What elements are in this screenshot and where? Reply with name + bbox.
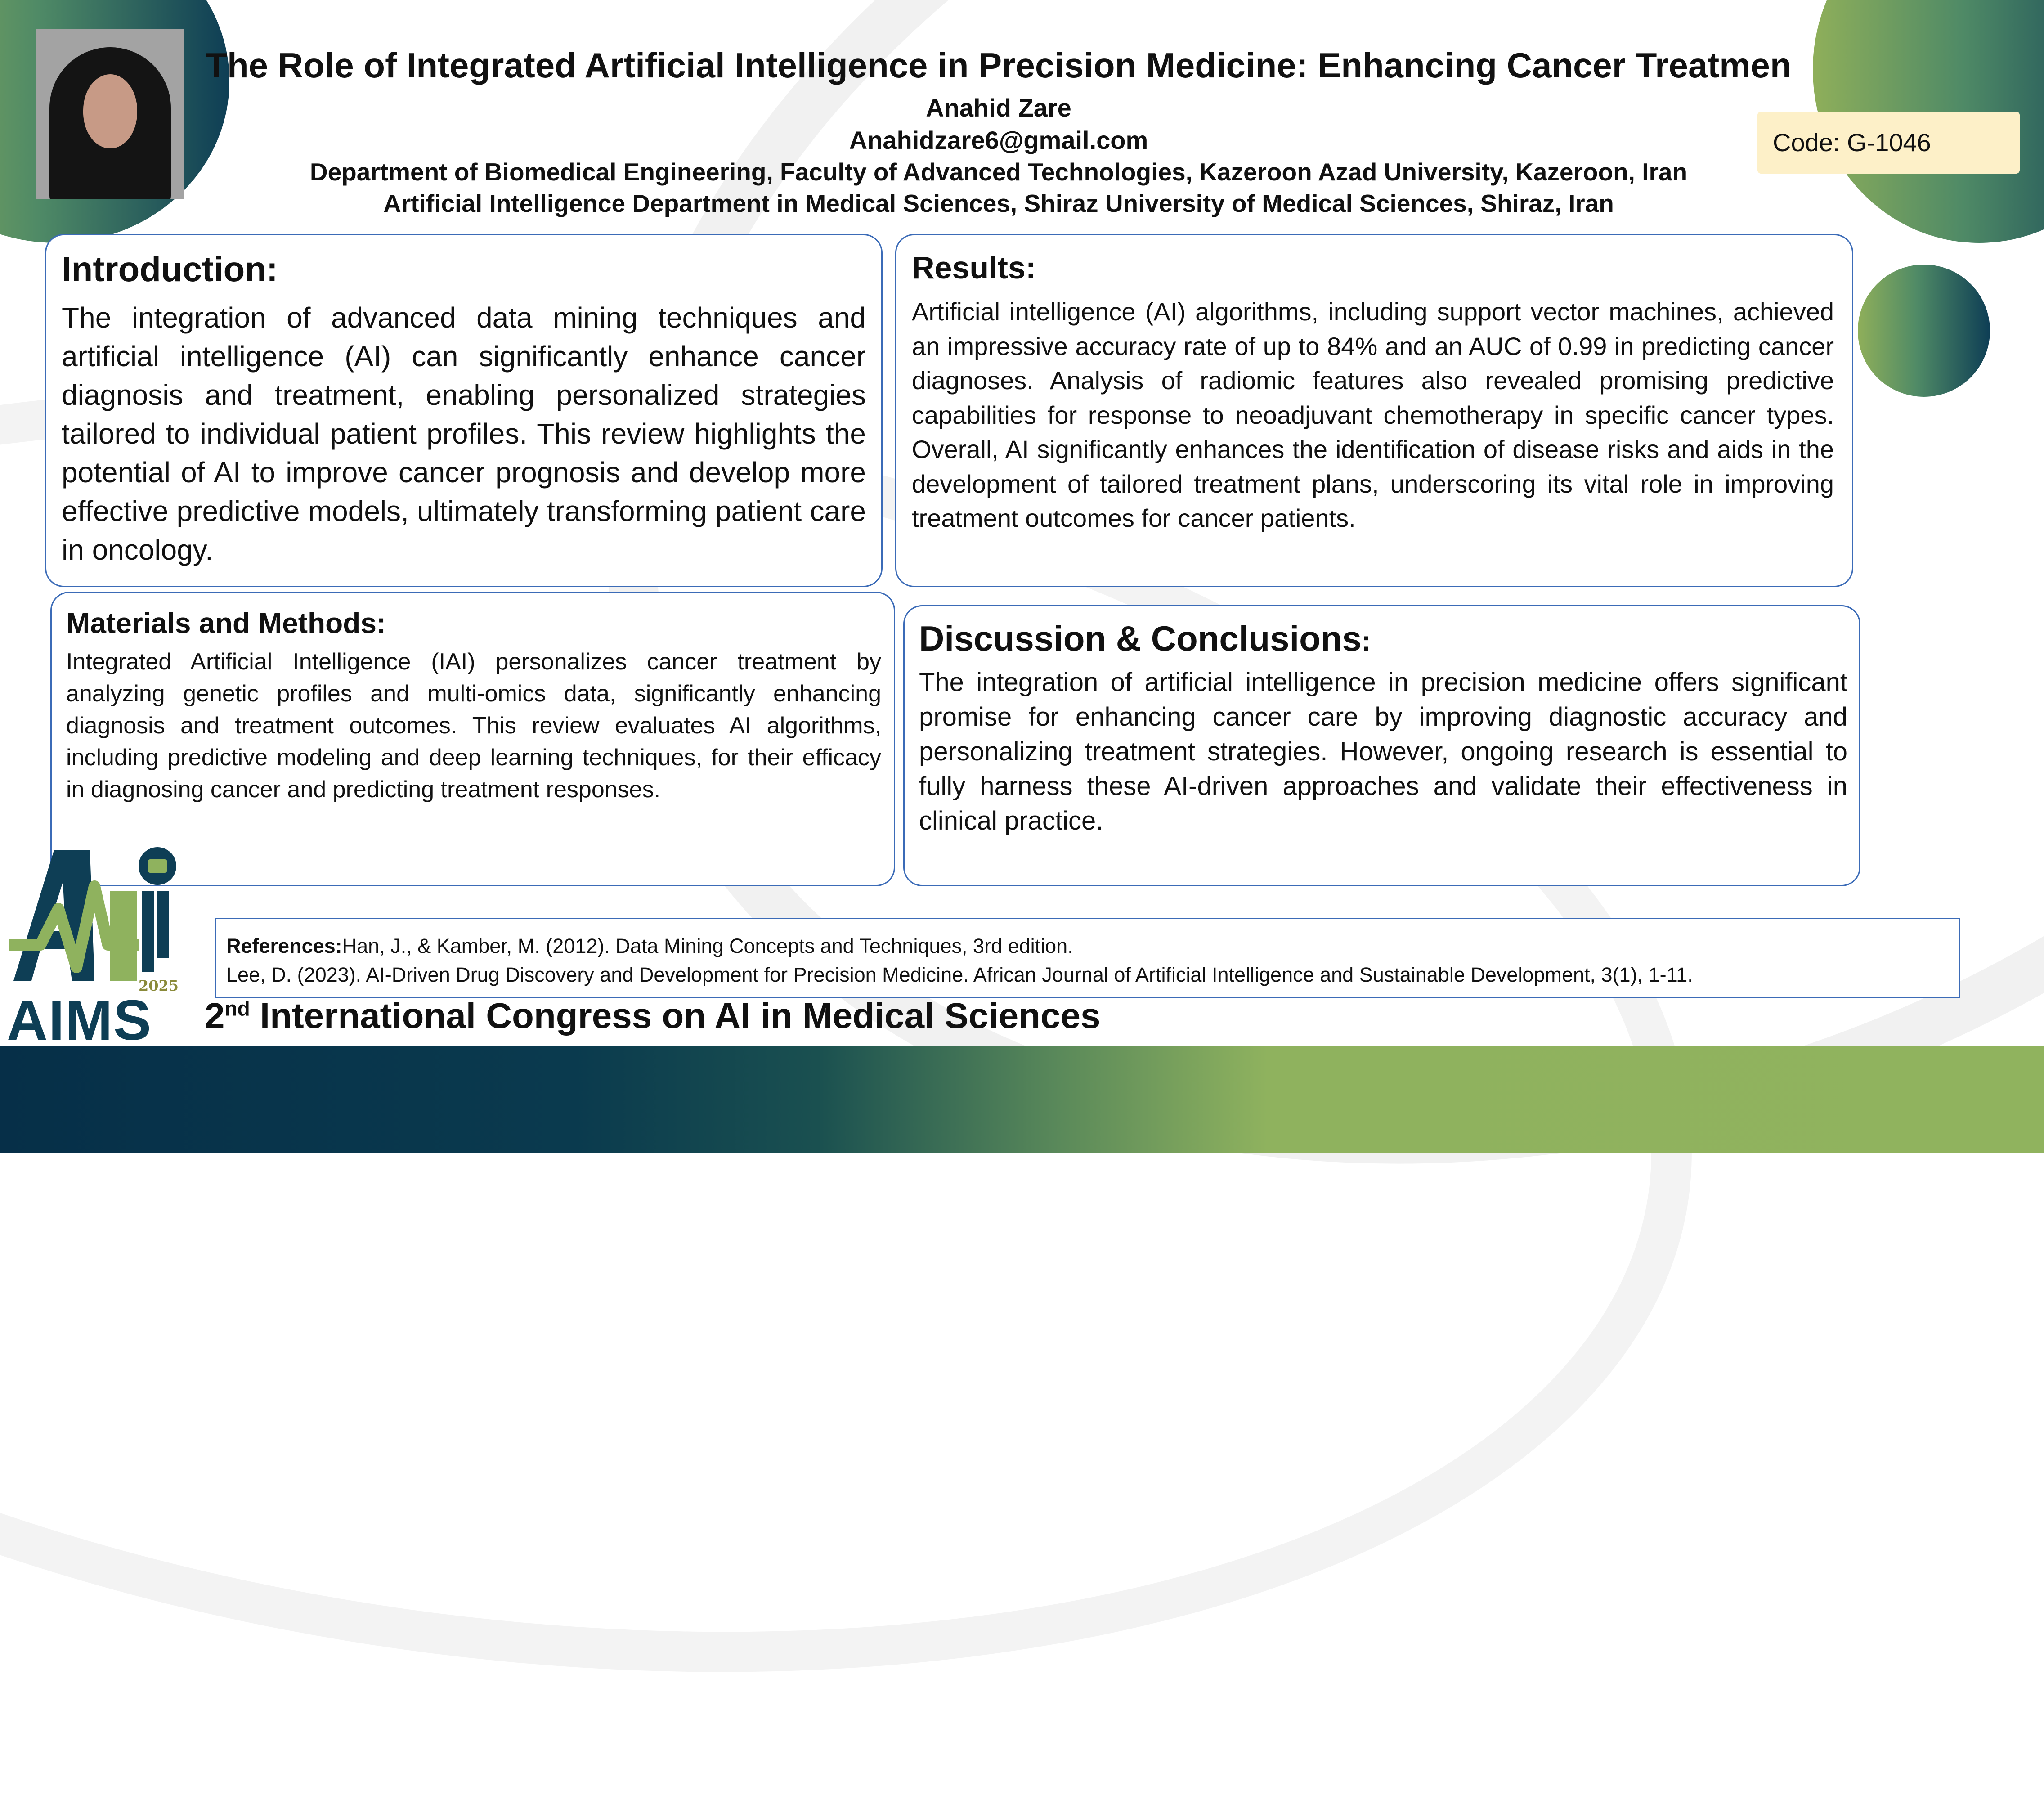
introduction-body: The integration of advanced data mining techniques and artificial intelligence (AI) can significantly enhance cancer diagnosis and treatment, enabling personalized strategies tailored to individual patient profiles. This review highlights the potential of AI to improve cancer prognosis and develop more effective predictive models, ultimately transforming patient care in oncology. bbox=[62, 301, 866, 566]
author-name: Anahid Zare bbox=[926, 94, 1071, 122]
discussion-heading bbox=[919, 618, 1371, 659]
poster-title: The Role of Integrated Artificial Intelligence in Precision Medicine: Enhancing Cancer Treatmen bbox=[206, 45, 1792, 85]
reference-line-1 bbox=[226, 932, 1949, 961]
congress-number: 2 bbox=[205, 996, 225, 1036]
methods-body: Integrated Artificial Intelligence (IAI) personalizes cancer treatment by analyzing genetic profiles and multi-omics data, significantly enhancing diagnosis and treatment outcomes. This review evaluates AI algorithms, including predictive modeling and deep learning techniques, for their efficacy in diagnosing cancer and predicting treatment responses. bbox=[66, 649, 881, 803]
ai-logo-icon bbox=[4, 841, 184, 994]
results-panel bbox=[895, 234, 1853, 587]
affiliation-2: Artificial Intelligence Department in Medical Sciences, Shiraz University of Medical Sciences, Shiraz, Iran bbox=[383, 189, 1614, 217]
results-heading: Results: bbox=[912, 250, 1036, 285]
introduction-heading: Introduction: bbox=[62, 249, 278, 289]
congress-text: International Congress on AI in Medical Sciences bbox=[250, 996, 1101, 1036]
references-box bbox=[215, 918, 1960, 998]
reference-1: Han, J., & Kamber, M. (2012). Data Mining Concepts and Techniques, 3rd edition. bbox=[342, 934, 1073, 957]
footer-band bbox=[0, 1046, 2044, 1153]
ai-logo-graphic bbox=[4, 841, 184, 994]
discussion-panel bbox=[903, 605, 1860, 886]
discussion-body: The integration of artificial intelligence in precision medicine offers significant promise for enhancing cancer care by improving diagnostic accuracy and personalizing treatment strategies. However, ongoing research is essential to fully harness these AI-driven approaches and validate their effectiveness in clinical practice. bbox=[919, 668, 1847, 835]
affiliation-1: Department of Biomedical Engineering, Faculty of Advanced Technologies, Kazeroon Azad University, Kazeroon, Iran bbox=[309, 158, 1688, 186]
congress-title bbox=[205, 995, 1101, 1037]
author-email: Anahidzare6@gmail.com bbox=[849, 126, 1148, 154]
methods-heading: Materials and Methods: bbox=[66, 607, 386, 639]
aims-logo-text: AIMS bbox=[7, 988, 152, 1052]
reference-2: Lee, D. (2023). AI-Driven Drug Discovery and Development for Precision Medicine. African Journal of Artificial Intelligence and Sustainable Development, 3(1), 1-11. bbox=[226, 963, 1693, 986]
photo-face bbox=[83, 74, 137, 148]
author-photo bbox=[36, 29, 184, 199]
introduction-panel bbox=[45, 234, 883, 587]
discussion-heading-text: Discussion & Conclusions bbox=[919, 619, 1362, 658]
poster-code-badge: Code: G-1046 bbox=[1757, 112, 2020, 174]
discussion-heading-colon: : bbox=[1361, 626, 1371, 657]
side-circle-right bbox=[1858, 265, 1990, 397]
results-body: Artificial intelligence (AI) algorithms, including support vector machines, achieved an impressive accuracy rate of up to 84% and an AUC of 0.99 in predicting cancer diagnoses. Analysis of radiomic features also revealed promising predictive capabilities for response to neoadjuvant chemotherapy in specific cancer types. Overall, AI significantly enhances the identification of disease risks and aids in the development of tailored treatment plans, underscoring its vital role in improving treatment outcomes for cancer patients. bbox=[912, 297, 1834, 532]
references-label: References: bbox=[226, 934, 342, 957]
congress-ordinal: nd bbox=[224, 997, 250, 1020]
logo-year: 2025 bbox=[139, 977, 179, 994]
